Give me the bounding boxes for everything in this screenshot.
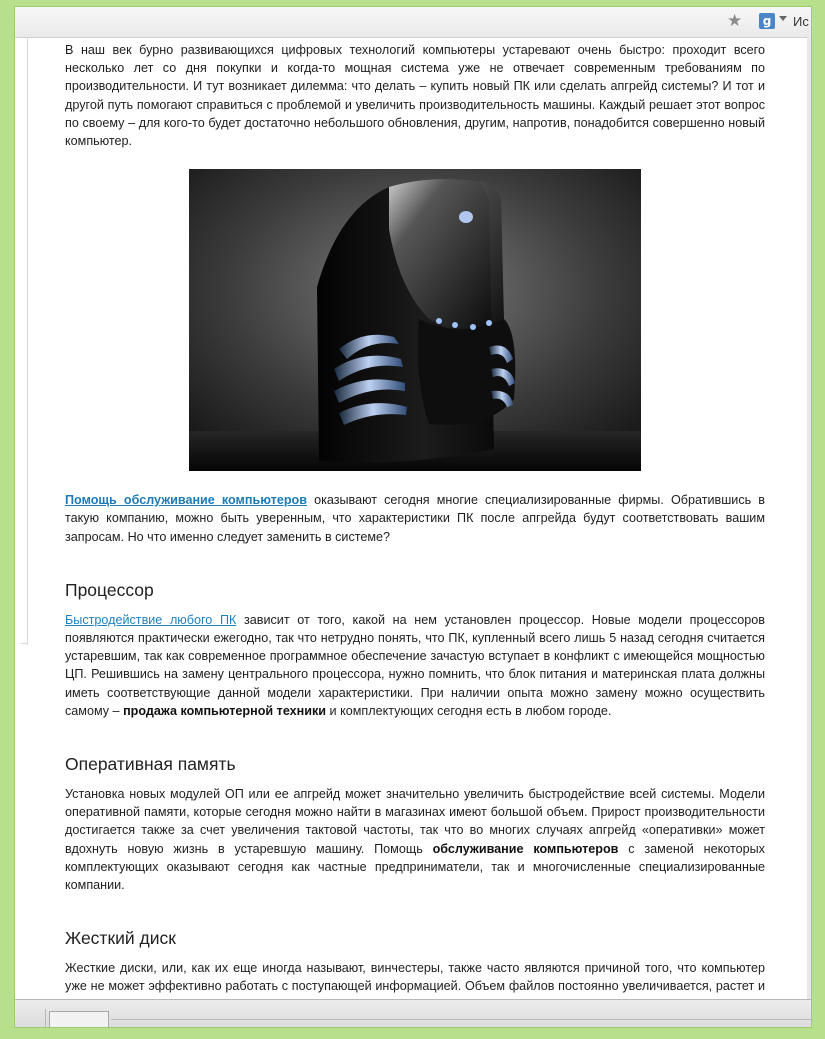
section-heading-hdd: Жесткий диск xyxy=(65,928,176,949)
g-plus-icon[interactable]: g xyxy=(759,13,775,29)
computer-case-illustration xyxy=(189,169,641,471)
left-column-border-end xyxy=(21,643,28,644)
service-paragraph xyxy=(65,491,765,546)
section-paragraph-hdd: Жесткие диски, или, как их еще иногда называют, винчестеры, также часто являются причиной того, что компьютер уже не может эффективно работать с поступающей информацией. Объем файлов постоянно увеличивается, растет и xyxy=(65,961,765,994)
processor-bold-phrase: продажа компьютерной техники xyxy=(123,703,327,718)
ram-text-part2: с заменой некоторых комплектующих оказывают сегодня как частные предприниматели, так и многочисленные специализированные компании. xyxy=(65,841,765,893)
status-bar-segment xyxy=(15,1009,46,1027)
section-paragraph-ram xyxy=(65,785,765,894)
processor-text-part1: зависит от того, какой на нем установлен процессор. Новые модели процессоров появляются практически ежегодно, так что нетрудно понять, что ПК, купленный всего лишь 5 назад сегодня считается устаревшим, так как современное программное обеспечение зачастую вступает в конфликт с имеющейся мощностью ЦП. Решившись на замену центрального процессора, нужно помнить, что блок питания и материнская плата должны иметь соответствующие данной модели характеристики. При наличии опыта можно замену можно осуществить самому – xyxy=(65,612,765,718)
vertical-scrollbar[interactable] xyxy=(807,37,811,999)
browser-status-bar xyxy=(15,999,811,1027)
browser-window xyxy=(15,7,811,1027)
article-content xyxy=(65,41,765,1014)
section-heading-ram: Оперативная память xyxy=(65,754,236,775)
section-heading-processor: Процессор xyxy=(65,579,154,600)
intro-paragraph: В наш век бурно развивающихся цифровых технологий компьютеры устаревают очень быстро: проходит всего несколько лет со дня покупки и когда-то мощная система уже не отвечает современным требованиям по производительности. И тут возникает дилемма: что делать – купить новый ПК или сделать апгрейд системы? И тот и другой путь помогают справиться с проблемой и увеличить производительность машины. Каждый решает этот вопрос по своему – для кого-то будет достаточно небольшого обновления, другим, напротив, понадобится совершенно новый компьютер. xyxy=(65,43,765,149)
status-bar-tab[interactable] xyxy=(49,1011,109,1027)
section-paragraph-processor xyxy=(65,611,765,720)
computer-case-image xyxy=(189,169,641,471)
star-icon[interactable]: ★ xyxy=(727,11,743,30)
service-link[interactable]: Помощь обслуживание компьютеров xyxy=(65,493,307,508)
browser-toolbar xyxy=(15,7,811,38)
status-bar-divider xyxy=(111,1019,811,1020)
search-field[interactable]: Ис xyxy=(793,14,809,29)
service-text: оказывают сегодня многие специализированные фирмы. Обратившись в такую компанию, можно быть уверенным, что характеристики ПК после апгрейда будут соответствовать вашим запросам. Но что именно следует заменить в системе? xyxy=(65,493,765,544)
ram-bold-phrase: обслуживание компьютеров xyxy=(432,841,619,856)
performance-link[interactable]: Быстродействие любого ПК xyxy=(65,612,237,627)
left-column-border xyxy=(27,37,28,645)
dropdown-arrow-icon[interactable] xyxy=(779,16,787,21)
ram-text-part1: Установка новых модулей ОП или ее апгрейд может значительно увеличить быстродействие всей системы. Модели оперативной памяти, которые сегодня можно найти в магазинах имеют большой объем. Прирост производительности достигается также за счет увеличения тактовой частоты, так что во многих случаях апгрейд «оперативки» может вдохнуть новую жизнь в устаревшую машину. Помощь xyxy=(65,787,765,856)
processor-text-part2: и комплектующих сегодня есть в любом городе. xyxy=(326,703,612,718)
